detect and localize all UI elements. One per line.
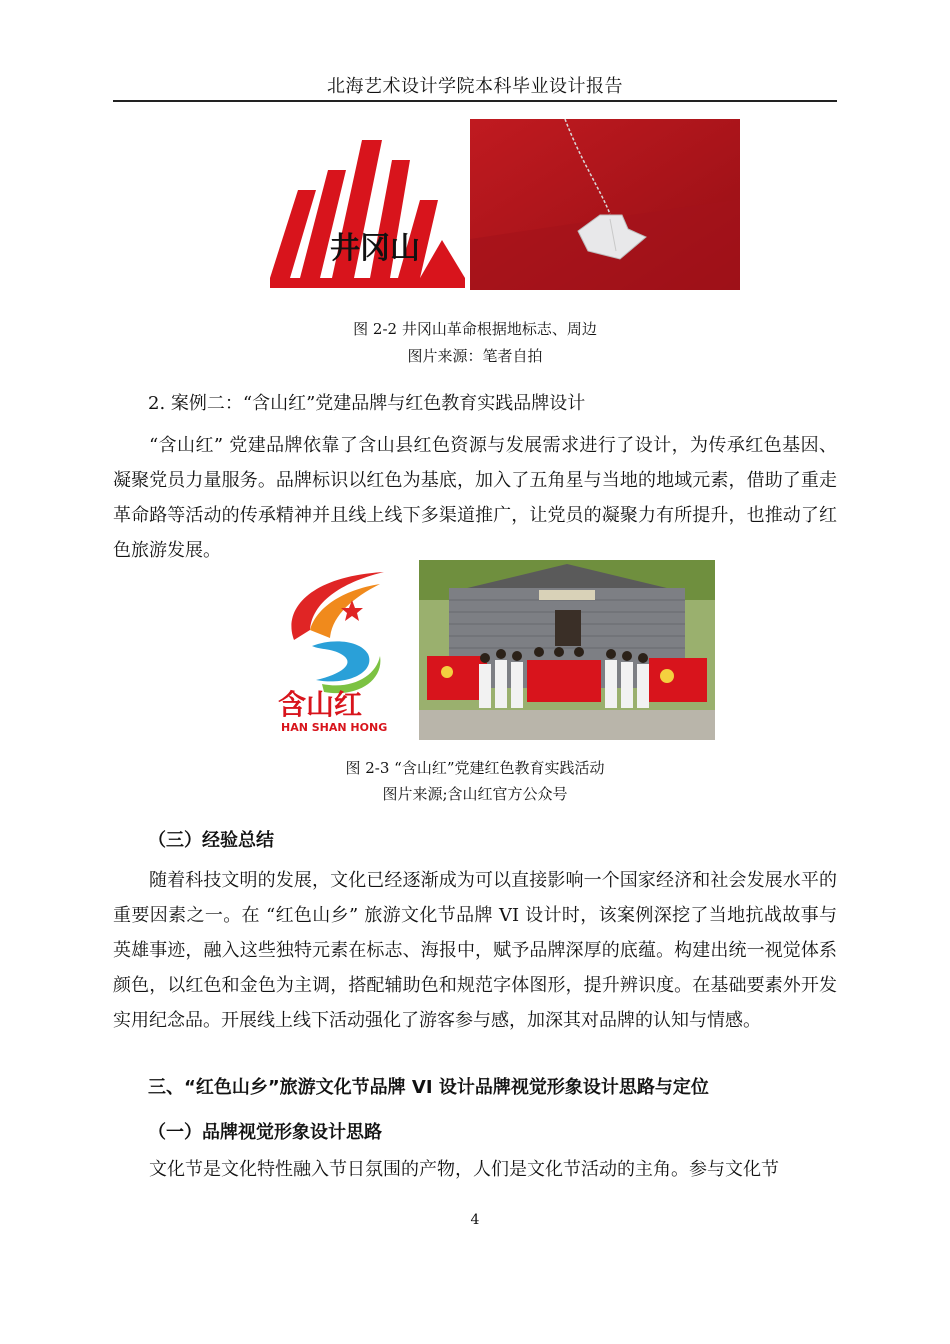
case-two-paragraph: “含山红” 党建品牌依靠了含山县红色资源与发展需求进行了设计，为传承红色基因、凝聚党员力量服务。品牌标识以红色为基底，加入了五角星与当地的地域元素，借助了重走革命路等活动的传承精神并且线上线下多渠道推广，让党员的凝聚力有所提升，也推动了红色旅游发展。: [113, 435, 837, 561]
pendant-photo-graphic: [470, 119, 740, 290]
figure-2-3-caption: 图 2-3 “含山红”党建红色教育实践活动: [345, 759, 605, 777]
jinggangshan-logo: [270, 130, 465, 288]
pendant-photo: [470, 119, 740, 290]
section-three-heading: 三、“红色山乡”旅游文化节品牌 VI 设计品牌视觉形象设计思路与定位: [148, 1077, 709, 1098]
hanshanhong-logo-en: HAN SHAN HONG: [281, 721, 388, 734]
figure-2-2-source: 图片来源：笔者自拍: [407, 347, 543, 365]
group-photo-graphic: [419, 560, 715, 740]
section-three-subheading: （一）品牌视觉形象设计思路: [148, 1122, 382, 1143]
summary-paragraph: 随着科技文明的发展，文化已经逐渐成为可以直接影响一个国家经济和社会发展水平的重要因素之一。在 “红色山乡” 旅游文化节品牌 VI 设计时，该案例深挖了当地抗战故事与英雄事迹，融入这些独特元素在标志、海报中，赋予品牌深厚的底蕴。构建出统一视觉体系颜色，以红色和金色为主调，搭配辅助色和规范字体图形，提升辨识度。在基础要素外开发实用纪念品。开展线上线下活动强化了游客参与感，加深其对品牌的认知与情感。: [113, 870, 837, 1031]
figure-2-2-caption: 图 2-2 井冈山革命根据地标志、周边: [353, 320, 597, 338]
page-header: 北海艺术设计学院本科毕业设计报告: [327, 76, 623, 97]
hanshanhong-logo-graphic: [272, 568, 397, 738]
hanshanhong-logo: [272, 568, 397, 738]
page-number: 4: [470, 1212, 480, 1228]
jinggangshan-logo-text: 井冈山: [330, 231, 420, 266]
hanshanhong-logo-text: 含山红: [278, 688, 363, 721]
jinggangshan-logo-graphic: [270, 130, 465, 288]
summary-heading: （三）经验总结: [148, 830, 274, 851]
section-three-paragraph: 文化节是文化特性融入节日氛围的产物，人们是文化节活动的主角。参与文化节: [149, 1159, 779, 1180]
figure-2-3-source: 图片来源;含山红官方公众号: [382, 785, 568, 803]
group-photo: [419, 560, 715, 740]
case-two-title: 2. 案例二：“含山红”党建品牌与红色教育实践品牌设计: [148, 393, 586, 414]
header-divider: [113, 100, 837, 102]
